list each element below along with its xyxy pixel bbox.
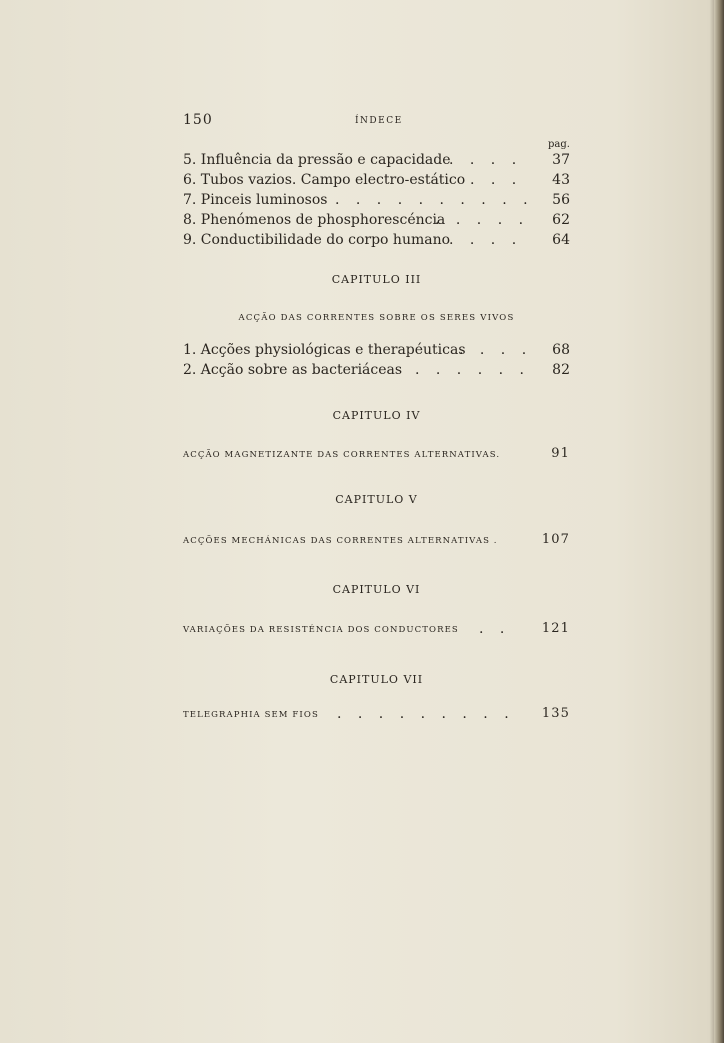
toc-entry-text: 8. Phenómenos de phosphorescéncia	[183, 212, 446, 228]
leader-dots: . . .	[470, 172, 523, 188]
page-edge-shadow	[714, 0, 724, 1043]
toc-entry-text: 7. Pinceis luminosos	[183, 192, 328, 208]
toc-chapter-entry	[183, 622, 570, 638]
toc-entry-text: ACÇÃO MAGNETIZANTE DAS CORRENTES ALTERNATIVAS.	[183, 450, 501, 460]
toc-entry-page: 56	[552, 192, 570, 208]
toc-entry	[183, 170, 570, 190]
toc-chapter-entry	[183, 447, 570, 463]
running-header	[183, 112, 570, 132]
running-title: ÍNDECE	[355, 116, 403, 126]
toc-chapter-entries	[183, 340, 570, 380]
toc-entry-text: ACÇÕES MECHÁNICAS DAS CORRENTES ALTERNATIVAS .	[183, 536, 498, 546]
toc-entry-text: 1. Acções physiológicas e therapéuticas	[183, 342, 466, 358]
leader-dots: . .	[479, 621, 511, 637]
toc-entry	[183, 360, 570, 380]
toc-entry-page: 37	[552, 152, 570, 168]
toc-entry-text: VARIAÇÕES DA RESISTÉNCIA DOS CONDUCTORES	[183, 625, 459, 635]
leader-dots: . . . . . .	[415, 362, 530, 378]
toc-entry-page: 68	[552, 342, 570, 358]
leader-dots: . . . .	[459, 342, 533, 358]
toc-entry-page: 62	[552, 212, 570, 228]
chapter-heading: CAPITULO VI	[332, 583, 421, 596]
toc-entry-page: 82	[552, 362, 570, 378]
chapter-heading: CAPITULO III	[331, 273, 422, 286]
toc-entry	[183, 340, 570, 360]
toc-entry-text: 6. Tubos vazios. Campo electro-estático	[183, 172, 466, 188]
toc-entry	[183, 190, 570, 210]
toc-entry-page: 107	[541, 532, 570, 547]
toc-entry-page: 121	[541, 621, 570, 636]
leader-dots: . . . . .	[435, 212, 530, 228]
page-column-label: pag.	[548, 139, 570, 150]
toc-entry-text: 9. Conductibilidade do corpo humano	[183, 232, 451, 248]
leader-dots: . . . . . . . . . .	[335, 192, 534, 208]
leader-dots: . . . .	[449, 232, 523, 248]
toc-entry-page: 64	[552, 232, 570, 248]
toc-entry	[183, 230, 570, 250]
leader-dots: . . . . . . . . .	[337, 706, 515, 722]
chapter-heading: CAPITULO IV	[332, 409, 421, 422]
leader-dots: . . . .	[449, 152, 523, 168]
toc-entry-page: 43	[552, 172, 570, 188]
toc-entry	[183, 150, 570, 170]
toc-entry	[183, 210, 570, 230]
toc-chapter-entry	[183, 707, 570, 723]
toc-entry-page: 91	[551, 446, 570, 461]
page-number: 150	[183, 112, 213, 128]
chapter-subtitle: ACÇÃO DAS CORRENTES SOBRE OS SERES VIVOS	[238, 313, 515, 323]
toc-chapter-entry	[183, 533, 570, 549]
toc-entry-text: TELEGRAPHIA SEM FIOS	[183, 710, 319, 720]
toc-entry-text: 5. Influência da pressão e capacidade	[183, 152, 451, 168]
chapter-heading: CAPITULO V	[335, 493, 418, 506]
chapter-heading: CAPITULO VII	[329, 673, 424, 686]
toc-entry-text: 2. Acção sobre as bacteriáceas	[183, 362, 403, 378]
toc-entry-page: 135	[541, 706, 570, 721]
toc-section-entries	[183, 150, 570, 250]
